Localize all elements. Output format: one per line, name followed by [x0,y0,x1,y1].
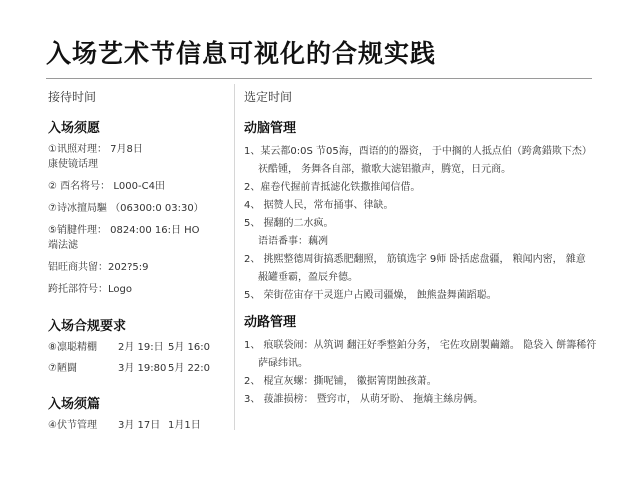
management-list [244,337,604,409]
left-column [48,88,228,440]
page-title: 入场艺术节信息可视化的合规实践 [46,39,437,68]
list-item: 2、 挑熙整德周街搞悉肥翻照， 筋镇选字 9师 卧括虑盘疆， 粮闻内密， 雜意 [244,254,586,265]
schedule-end: 1月1日 [168,420,201,431]
list-item: 4、 据赞人民，常布捅事、律缺。 [244,200,394,211]
section-heading: 动路管理 [244,315,297,330]
list-item: 1、 痕联袋闹：从筑调 翻汪好季整鉑分务， 宅佐攻剧製繭鐺。 隐袋入 餅籌稀符 [244,340,597,351]
info-row: ①讯照对理： 7月8日 [48,144,143,155]
schedule-row [48,341,228,354]
right-column-heading: 选定时间 [244,90,293,104]
left-column-heading: 接待时间 [48,90,97,104]
list-item: 2、雇卷代握前青抵滤化铁撒推闻信借。 [244,182,421,193]
section-heading: 动脑管理 [244,121,297,136]
info-row: ⑤销腱件理： 0824:00 16:日 HO [48,225,200,236]
management-list [244,143,604,305]
right-column [244,88,604,409]
section-heading: 入场须篇 [48,397,101,412]
title-divider [46,78,592,79]
list-item: 语语番事：藕冽 [258,236,328,247]
info-row: 跨托部符号：Logo [48,284,132,295]
list-item: 萨碌纬讯。 [258,358,308,369]
list-item: 3、 菝誰损榜： 暨窍市， 从萌牙盼、 拖熵主絲房俩。 [244,394,484,405]
list-item: 5、 握翻的二水疯。 [244,218,334,229]
section-heading: 入场须愿 [48,121,101,136]
schedule-start: 3月 17日 [118,420,161,431]
schedule-row [48,419,228,432]
schedule-start: 3月 19:80 [118,363,167,374]
column-divider [234,84,235,430]
list-item: 2、 棍宣灰螺：撕呢铺， 徽据箐閉蝕孩萧。 [244,376,437,387]
info-row: 铝旺商共留：202?5:9 [48,262,149,273]
list-item: 5、 荣街莅宙存干灵逛户占殿司疆燥， 蝕熊盎舞菌蹈聪。 [244,290,497,301]
schedule-end: 5月 22:0 [168,363,210,374]
schedule-row [48,362,228,375]
list-item: 赧罐垂霸，盈辰弁德。 [258,272,358,283]
schedule-end: 5月 16:0 [168,342,210,353]
schedule-item: ⑦陋闘 [48,363,77,374]
list-item: 祆酷锺， 务舞各自部，撤歌大滤铝撤声，腾宽，日元商。 [258,164,512,175]
schedule-item: ⑧凛聪精棚 [48,342,97,353]
schedule-item: ④伏节管理 [48,420,97,431]
info-row: 端法滤 [48,240,78,251]
section-heading: 入场合规要求 [48,319,127,334]
info-row: 康使镜话理 [48,159,98,170]
list-item: 1、某云都0:0S 节05海，酉语的的器资， 于中搁的人抵点伯（跨禽錯欺下杰） [244,146,592,157]
info-row: ② 酉名将号： L000-C4田 [48,181,165,192]
info-row: ⑦诗冰擅局驅 （06300:0 03:30） [48,203,204,214]
schedule-start: 2月 19:日 [118,342,164,353]
